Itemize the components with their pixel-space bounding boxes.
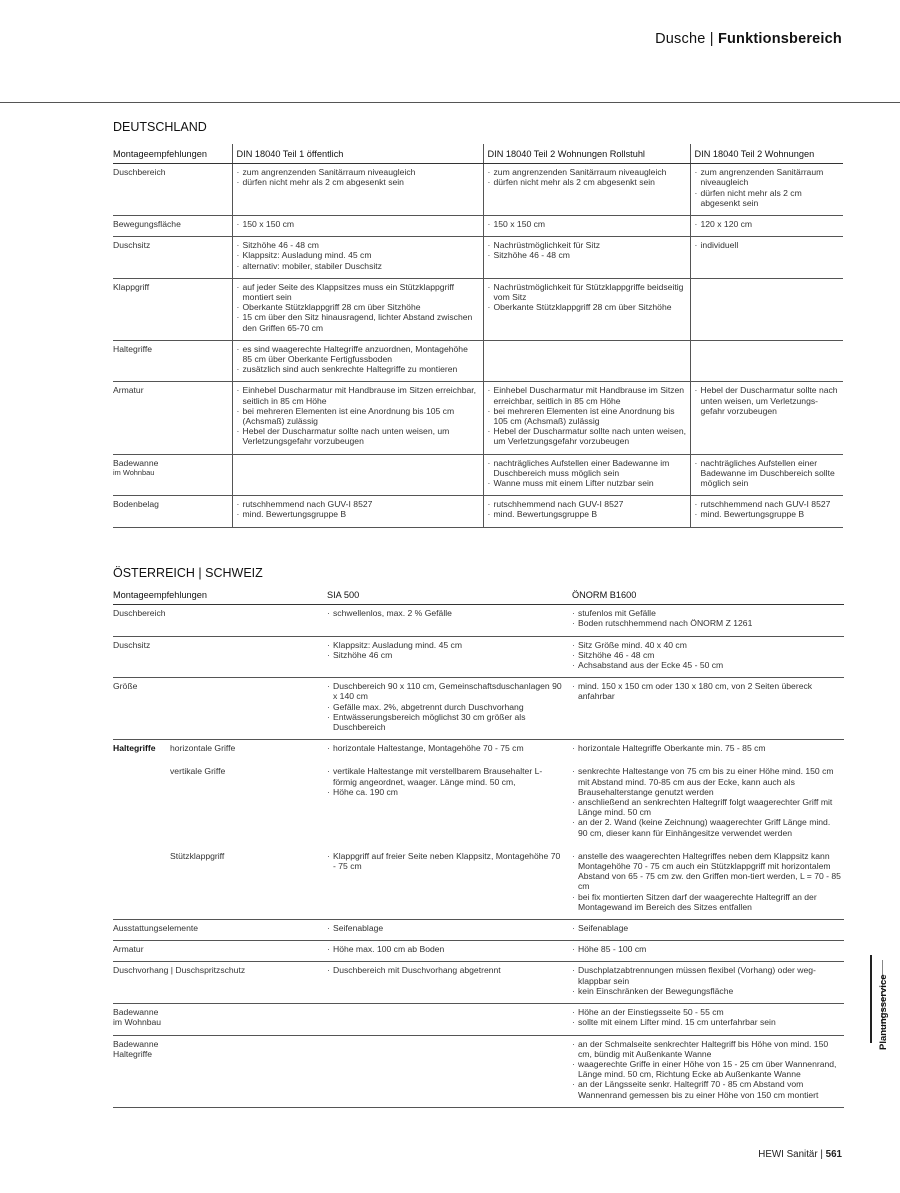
cell (232, 278, 483, 340)
column-header: DIN 18040 Teil 2 Wohnungen (690, 144, 843, 164)
cell (690, 237, 843, 279)
row-label-text: Ausstattungselemente (113, 923, 199, 934)
table-row (113, 678, 844, 740)
bullet-item: · mind. 150 x 150 cm oder 130 x 180 cm, von 2 Seiten übereck anfahrbar (572, 681, 841, 701)
page-footer (758, 1149, 842, 1160)
bullet-list (488, 499, 687, 519)
row-label-text: Badewanne (113, 457, 159, 468)
table-deutschland (113, 144, 843, 528)
bullet-item: · waagerechte Griffe in einer Höhe von 15 - 25 cm über Wannenrand, Länge mind. 50 cm, Richtung Ecke ab Außenkante Wanne (572, 1059, 841, 1079)
table-row-haltegriffe (113, 760, 844, 844)
row-label-text: Größe (113, 681, 138, 692)
cell (483, 340, 690, 382)
cell (568, 740, 844, 761)
bullet-item: · Nachrüstmöglichkeit für Stützklappgriffe beidseitig vom Sitz (488, 282, 687, 302)
table-row (113, 454, 843, 496)
table-row (113, 496, 843, 527)
cell (323, 605, 568, 636)
bullet-item: · 150 x 150 cm (237, 219, 480, 229)
bullet-list (237, 240, 480, 271)
bullet-list (488, 219, 687, 229)
cell (690, 496, 843, 527)
row-label-text: Bodenbelag (113, 499, 159, 510)
haltegriffe-group-label (113, 766, 170, 776)
bullet-list (488, 282, 687, 313)
bullet-item: · bei fix montierten Sitzen darf der waagerechte Haltegriff an der Montagewand im Bereich des Sitzes entfallen (572, 892, 841, 912)
bullet-item: · Oberkante Stützklappgriff 28 cm über Sitzhöhe (237, 302, 480, 312)
bullet-list (327, 608, 565, 618)
bullet-item: · alternativ: mobiler, stabiler Duschsitz (237, 261, 480, 271)
bullet-item: · mind. Bewertungsgruppe B (237, 509, 480, 519)
bullet-list (327, 923, 565, 933)
column-header: SIA 500 (323, 585, 568, 605)
cell (568, 941, 844, 962)
bullet-list (572, 743, 841, 753)
bullet-item: · rutschhemmend nach GUV-I 8527 (695, 499, 841, 509)
bullet-item: · Klappsitz: Ausladung mind. 45 cm (327, 640, 565, 650)
bullet-item: · dürfen nicht mehr als 2 cm abgesenkt sein (237, 177, 480, 187)
haltegriffe-label-wrap (113, 743, 320, 753)
haltegriffe-label-wrap (113, 766, 320, 776)
table-row-haltegriffe (113, 740, 844, 761)
bullet-item: · Höhe ca. 190 cm (327, 787, 565, 797)
column-header: DIN 18040 Teil 2 Wohnungen Rollstuhl (483, 144, 690, 164)
bullet-item: · kein Einschränken der Bewegungsfläche (572, 986, 841, 996)
bullet-list (695, 167, 841, 208)
bullet-list (572, 965, 841, 996)
table-row (113, 1035, 844, 1107)
bullet-item: · anstelle des waagerechten Haltegriffes neben dem Klappsitz kann Montagehöhe 70 - 75 cm auch ein Stützklappgriff mit horizontalem Abstand von 65 - 75 cm zw. den Griffen mon-tiert werden, L = 70 - 85 cm (572, 851, 841, 892)
bullet-item: · mind. Bewertungsgruppe B (488, 509, 687, 519)
table-row (113, 340, 843, 382)
bullet-item: · horizontale Haltestange, Montagehöhe 70 - 75 cm (327, 743, 565, 753)
cell (568, 636, 844, 678)
cell (483, 216, 690, 237)
bullet-list (488, 167, 687, 187)
table-row (113, 1004, 844, 1035)
bullet-item: · Sitzhöhe 46 cm (327, 650, 565, 660)
bullet-item: · Hebel der Duscharmatur sollte nach unten weisen, um Verletzungs-gefahr vorzubeugen (695, 385, 841, 416)
bullet-item: · an der Schmalseite senkrechter Haltegriff bis Höhe von mind. 150 cm, bündig mit Außenkante Wanne (572, 1039, 841, 1059)
row-label-text: Badewanne (113, 1038, 159, 1049)
row-label (113, 237, 232, 279)
row-label-text: Badewanne (113, 1007, 159, 1018)
column-header: Montageempfehlungen (113, 144, 232, 164)
bullet-item: · bei mehreren Elementen ist eine Anordnung bis 105 cm (Achsmaß) zulässig (488, 406, 687, 426)
row-label (113, 1035, 323, 1107)
bullet-list (572, 766, 841, 837)
table-row (113, 605, 844, 636)
bullet-list (327, 743, 565, 753)
section-heading-oesterreich-schweiz: ÖSTERREICH | SCHWEIZ (113, 566, 263, 580)
bullet-item: · senkrechte Haltestange von 75 cm bis zu einer Höhe mind. 150 cm mit Abstand mind. 70-85 cm aus der Ecke, kann auch als Brausehalterstange genutzt werden (572, 766, 841, 797)
row-label (113, 941, 323, 962)
bullet-list (327, 944, 565, 954)
row-label (113, 740, 323, 761)
bullet-list (237, 219, 480, 229)
haltegriffe-group-label: Haltegriffe (113, 743, 156, 754)
cell (483, 278, 690, 340)
page-title (655, 31, 842, 47)
table-row (113, 164, 843, 216)
cell (568, 962, 844, 1004)
bullet-item: · horizontale Haltegriffe Oberkante min. 75 - 85 cm (572, 743, 841, 753)
bullet-list (488, 458, 687, 489)
cell (690, 164, 843, 216)
bullet-list (572, 681, 841, 701)
cell (323, 962, 568, 1004)
row-label (113, 496, 232, 527)
bullet-item: · Höhe an der Einstiegsseite 50 - 55 cm (572, 1007, 841, 1017)
bullet-item: · Sitzhöhe 46 - 48 cm (572, 650, 841, 660)
bullet-item: · Einhebel Duscharmatur mit Handbrause im Sitzen erreichbar, seitlich in 85 cm Höhe (237, 385, 480, 405)
bullet-list (327, 851, 565, 871)
row-label (113, 454, 232, 496)
bullet-list (237, 344, 480, 375)
bullet-item: · Seifenablage (572, 923, 841, 933)
bullet-item: · stufenlos mit Gefälle (572, 608, 841, 618)
footer-brand: HEWI Sanitär (758, 1149, 818, 1160)
row-label-text: Duschbereich (113, 167, 166, 178)
row-label (113, 278, 232, 340)
cell (568, 605, 844, 636)
cell (323, 1035, 568, 1107)
row-label-text: Duschsitz (113, 639, 151, 650)
row-sublabel: im Wohnbau (113, 467, 155, 477)
table-row (113, 962, 844, 1004)
row-label-text: Duschsitz (113, 240, 151, 251)
bullet-item: · Hebel der Duscharmatur sollte nach unten weisen, um Verletzungsgefahr vorzubeugen (488, 426, 687, 446)
bullet-list (695, 240, 841, 250)
bullet-list (237, 499, 480, 519)
table-row (113, 920, 844, 941)
cell (690, 216, 843, 237)
cell (568, 1004, 844, 1035)
bullet-item: · 150 x 150 cm (488, 219, 687, 229)
bullet-list (572, 1007, 841, 1027)
bullet-list (327, 965, 565, 975)
bullet-item: · Entwässerungsbereich möglichst 30 cm größer als Duschbereich (327, 712, 565, 732)
bullet-item: · an der Längsseite senkr. Haltegriff 70 - 85 cm Abstand vom Wannenrand gemessen bis zu einer Höhe von 150 cm montiert (572, 1079, 841, 1099)
bullet-item: · Sitzhöhe 46 - 48 cm (488, 250, 687, 260)
side-tab-planungsservice[interactable]: Planungsservice (878, 974, 889, 1050)
cell (323, 636, 568, 678)
bullet-list (572, 944, 841, 954)
bullet-list (572, 851, 841, 912)
row-label (113, 678, 323, 740)
bullet-list (237, 385, 480, 446)
bullet-item: · Duschbereich 90 x 110 cm, Gemeinschaftsduschanlagen 90 x 140 cm (327, 681, 565, 701)
haltegriffe-label-wrap (113, 851, 320, 861)
bullet-item: · zum angrenzenden Sanitärraum niveaugleich (237, 167, 480, 177)
bullet-item: · mind. Bewertungsgruppe B (695, 509, 841, 519)
row-label-text: Haltegriffe (113, 343, 153, 354)
haltegriffe-group-label (113, 851, 170, 861)
row-label (113, 636, 323, 678)
bullet-item: · Duschplatzabtrennungen müssen flexibel (Vorhang) oder weg-klappbar sein (572, 965, 841, 985)
bullet-item: · es sind waagerechte Haltegriffe anzuordnen, Montagehöhe 85 cm über Oberkante Fertigfussboden (237, 344, 480, 364)
bullet-item: · Seifenablage (327, 923, 565, 933)
header-rule (0, 102, 900, 103)
bullet-item: · Klappsitz: Ausladung mind. 45 cm (237, 250, 480, 260)
cell (232, 496, 483, 527)
cell (232, 382, 483, 454)
cell (568, 845, 844, 920)
cell (568, 760, 844, 844)
haltegriffe-sub-label: vertikale Griffe (170, 766, 226, 777)
table-row (113, 237, 843, 279)
cell (323, 740, 568, 761)
table-row-haltegriffe (113, 845, 844, 920)
bullet-item: · Oberkante Stützklappgriff 28 cm über Sitzhöhe (488, 302, 687, 312)
column-header: DIN 18040 Teil 1 öffentlich (232, 144, 483, 164)
footer-separator: | (820, 1149, 823, 1160)
table-row (113, 278, 843, 340)
bullet-item: · Gefälle max. 2%, abgetrennt durch Duschvorhang (327, 702, 565, 712)
row-label-line2: im Wohnbau (113, 1017, 162, 1028)
bullet-list (572, 1039, 841, 1100)
bullet-list (572, 608, 841, 628)
bullet-item: · rutschhemmend nach GUV-I 8527 (237, 499, 480, 509)
table-row (113, 382, 843, 454)
cell (568, 1035, 844, 1107)
row-label (113, 340, 232, 382)
title-topic: Funktionsbereich (717, 31, 842, 47)
bullet-item: · bei mehreren Elementen ist eine Anordnung bis 105 cm (Achsmaß) zulässig (237, 406, 480, 426)
haltegriffe-sub-label: Stützklappgriff (170, 850, 225, 861)
row-label-line2: Haltegriffe (113, 1048, 153, 1059)
bullet-list (327, 681, 565, 732)
bullet-item: · zusätzlich sind auch senkrechte Haltegriffe zu montieren (237, 364, 480, 374)
bullet-item: · 120 x 120 cm (695, 219, 841, 229)
table-row (113, 941, 844, 962)
row-label (113, 1004, 323, 1035)
side-tab-bar (870, 955, 872, 1043)
bullet-item: · anschließend an senkrechten Haltegriff folgt waagerechter Griff mit Länge mind. 50 cm (572, 797, 841, 817)
cell (232, 216, 483, 237)
page-number: 561 (825, 1149, 842, 1160)
row-label-text: Armatur (113, 944, 144, 955)
cell (323, 920, 568, 941)
bullet-item: · Einhebel Duscharmatur mit Handbrause im Sitzen erreichbar, seitlich in 85 cm Höhe (488, 385, 687, 405)
cell (483, 454, 690, 496)
bullet-item: · 15 cm über den Sitz hinausragend, lichter Abstand zwischen den Griffen 65-70 cm (237, 312, 480, 332)
title-separator: | (709, 31, 714, 47)
row-label-text: Klappgriff (113, 281, 150, 292)
cell (232, 454, 483, 496)
row-label (113, 760, 323, 844)
bullet-item: · Wanne muss mit einem Lifter nutzbar sein (488, 478, 687, 488)
cell (483, 382, 690, 454)
bullet-item: · dürfen nicht mehr als 2 cm abgesenkt sein (695, 188, 841, 208)
bullet-item: · Höhe max. 100 cm ab Boden (327, 944, 565, 954)
table-row (113, 216, 843, 237)
bullet-item: · zum angrenzenden Sanitärraum niveaugleich (488, 167, 687, 177)
row-label-text: Armatur (113, 385, 144, 396)
haltegriffe-sub-label: horizontale Griffe (170, 743, 236, 754)
bullet-list (572, 640, 841, 671)
bullet-list (572, 923, 841, 933)
bullet-item: · schwellenlos, max. 2 % Gefälle (327, 608, 565, 618)
bullet-item: · vertikale Haltestange mit verstellbarem Brausehalter L-förmig angeordnet, waager. Länge mind. 50 cm, (327, 766, 565, 786)
row-label (113, 605, 323, 636)
bullet-item: · nachträgliches Aufstellen einer Badewanne im Duschbereich sollte möglich sein (695, 458, 841, 489)
bullet-item: · nachträgliches Aufstellen einer Badewanne im Duschbereich muss möglich sein (488, 458, 687, 478)
cell (690, 454, 843, 496)
row-label (113, 216, 232, 237)
cell (690, 278, 843, 340)
row-label (113, 164, 232, 216)
row-label-text: Bewegungsfläche (113, 219, 181, 230)
column-header: ÖNORM B1600 (568, 585, 844, 605)
row-label (113, 845, 323, 920)
cell (323, 941, 568, 962)
table-oesterreich-schweiz (113, 585, 844, 1108)
cell (483, 237, 690, 279)
bullet-item: · auf jeder Seite des Klappsitzes muss ein Stützklappgriff montiert sein (237, 282, 480, 302)
table-row (113, 636, 844, 678)
bullet-item: · an der 2. Wand (keine Zeichnung) waagerechter Griff Länge mind. 90 cm, dieser kann für Einhängesitze verwendet werden (572, 817, 841, 837)
bullet-item: · individuell (695, 240, 841, 250)
cell (568, 678, 844, 740)
cell (323, 678, 568, 740)
bullet-list (695, 499, 841, 519)
bullet-list (488, 240, 687, 260)
bullet-item: · sollte mit einem Lifter mind. 15 cm unterfahrbar sein (572, 1017, 841, 1027)
cell (483, 496, 690, 527)
bullet-item: · zum angrenzenden Sanitärraum niveaugleich (695, 167, 841, 187)
cell (232, 237, 483, 279)
row-label-text: Duschvorhang | Duschspritzschutz (113, 965, 246, 976)
bullet-list (327, 640, 565, 660)
row-label-text: Duschbereich (113, 608, 166, 619)
bullet-item: · rutschhemmend nach GUV-I 8527 (488, 499, 687, 509)
column-header: Montageempfehlungen (113, 585, 323, 605)
cell (483, 164, 690, 216)
bullet-item: · Nachrüstmöglichkeit für Sitz (488, 240, 687, 250)
cell (232, 340, 483, 382)
bullet-list (488, 385, 687, 446)
bullet-list (327, 766, 565, 797)
bullet-list (237, 282, 480, 333)
section-heading-deutschland: DEUTSCHLAND (113, 120, 207, 134)
cell (232, 164, 483, 216)
bullet-item: · Höhe 85 - 100 cm (572, 944, 841, 954)
cell (568, 920, 844, 941)
row-label (113, 382, 232, 454)
bullet-item: · Sitzhöhe 46 - 48 cm (237, 240, 480, 250)
bullet-item: · Duschbereich mit Duschvorhang abgetrennt (327, 965, 565, 975)
row-label (113, 920, 323, 941)
bullet-item: · Boden rutschhemmend nach ÖNORM Z 1261 (572, 618, 841, 628)
bullet-list (695, 219, 841, 229)
bullet-item: · Hebel der Duscharmatur sollte nach unten weisen, um Verletzungsgefahr vorzubeugen (237, 426, 480, 446)
cell (323, 760, 568, 844)
bullet-list (237, 167, 480, 187)
bullet-item: · dürfen nicht mehr als 2 cm abgesenkt sein (488, 177, 687, 187)
cell (690, 382, 843, 454)
bullet-item: · Sitz Größe mind. 40 x 40 cm (572, 640, 841, 650)
row-label (113, 962, 323, 1004)
cell (690, 340, 843, 382)
bullet-list (695, 458, 841, 489)
bullet-item: · Achsabstand aus der Ecke 45 - 50 cm (572, 660, 841, 670)
bullet-item: · Klappgriff auf freier Seite neben Klappsitz, Montagehöhe 70 - 75 cm (327, 851, 565, 871)
bullet-list (695, 385, 841, 416)
title-section: Dusche (655, 31, 706, 47)
cell (323, 1004, 568, 1035)
cell (323, 845, 568, 920)
